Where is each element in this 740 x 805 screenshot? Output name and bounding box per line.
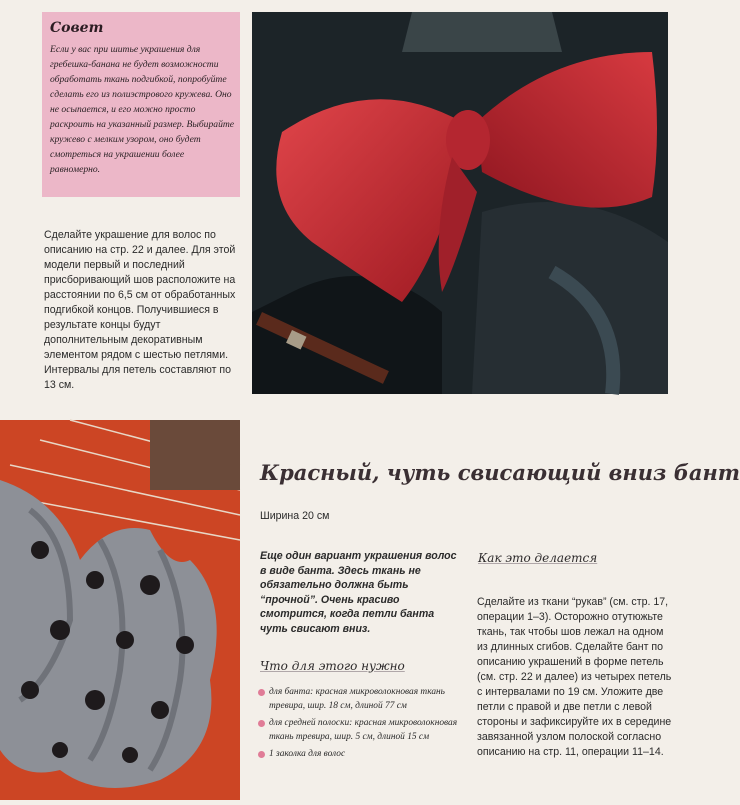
bullet-icon	[258, 689, 265, 696]
instructions-heading: Как это делается	[478, 551, 598, 565]
bullet-icon	[258, 720, 265, 727]
bullet-icon	[258, 751, 265, 758]
materials-heading: Что для этого нужно	[260, 659, 405, 673]
article-title: Красный, чуть свисающий вниз бант	[260, 460, 740, 485]
material-text: для средней полоски: красная микроволокновая ткань тревира, шир. 5 см, длиной 15 см	[269, 718, 458, 742]
tip-text: Если у вас при шитье украшения для гребешка-банана не будет возможности обработать ткань подгибкой, попробуйте сделать его из полиэстрового кружева. Оно не осыпается, и его можно просто раскроить на указанный размер. Выбирайте кружево с мелким узором, оно будет смотреться на украшении более равномерно.	[50, 44, 235, 175]
instructions-text: Сделайте из ткани “рукав” (см. стр. 17, операции 1–3). Осторожно отутюжьте ткань, так чтобы шов лежал на одном из длинных сгибов. Сделайте бант по описанию украшений в форме петель (см. стр. 22 и далее) из четырех петель с интервалами по 19 см. Уложите две петли с правой и две петли с левой стороны и зафиксируйте их в середине завязанной узлом полоской согласно описанию на стр. 11, операции 11–14.	[477, 596, 672, 758]
list-item	[258, 686, 473, 713]
polka-dot-bow-illustration	[0, 420, 240, 800]
red-bow-photo	[252, 12, 668, 394]
red-bow-illustration	[252, 12, 668, 394]
intro-paragraph: Сделайте украшение для волос по описанию на стр. 22 и далее. Для этой модели первый и последний присборивающий шов расположите на расстоянии по 6,5 см от обработанных подгибкой концов. Получившиеся в результате концы будут дополнительным декоративным элементом рядом с шестью петлями. Интервалы для петель составляют по 13 см.	[44, 229, 236, 391]
materials-list	[258, 686, 473, 766]
tip-box	[42, 12, 240, 197]
material-text: для банта: красная микроволокновая ткань тревира, шир. 18 см, длиной 77 см	[269, 687, 445, 711]
polka-dot-bow-photo	[0, 420, 240, 800]
material-text: 1 заколка для волос	[269, 749, 346, 759]
bow-width: Ширина 20 см	[260, 510, 330, 522]
list-item	[258, 717, 473, 744]
list-item	[258, 748, 473, 762]
tip-title: Совет	[50, 20, 104, 36]
article-description: Еще один вариант украшения волос в виде банта. Здесь ткань не обязательно должна быть “прочной”. Очень красиво смотрится, когда петли банта чуть свисают вниз.	[260, 550, 457, 635]
